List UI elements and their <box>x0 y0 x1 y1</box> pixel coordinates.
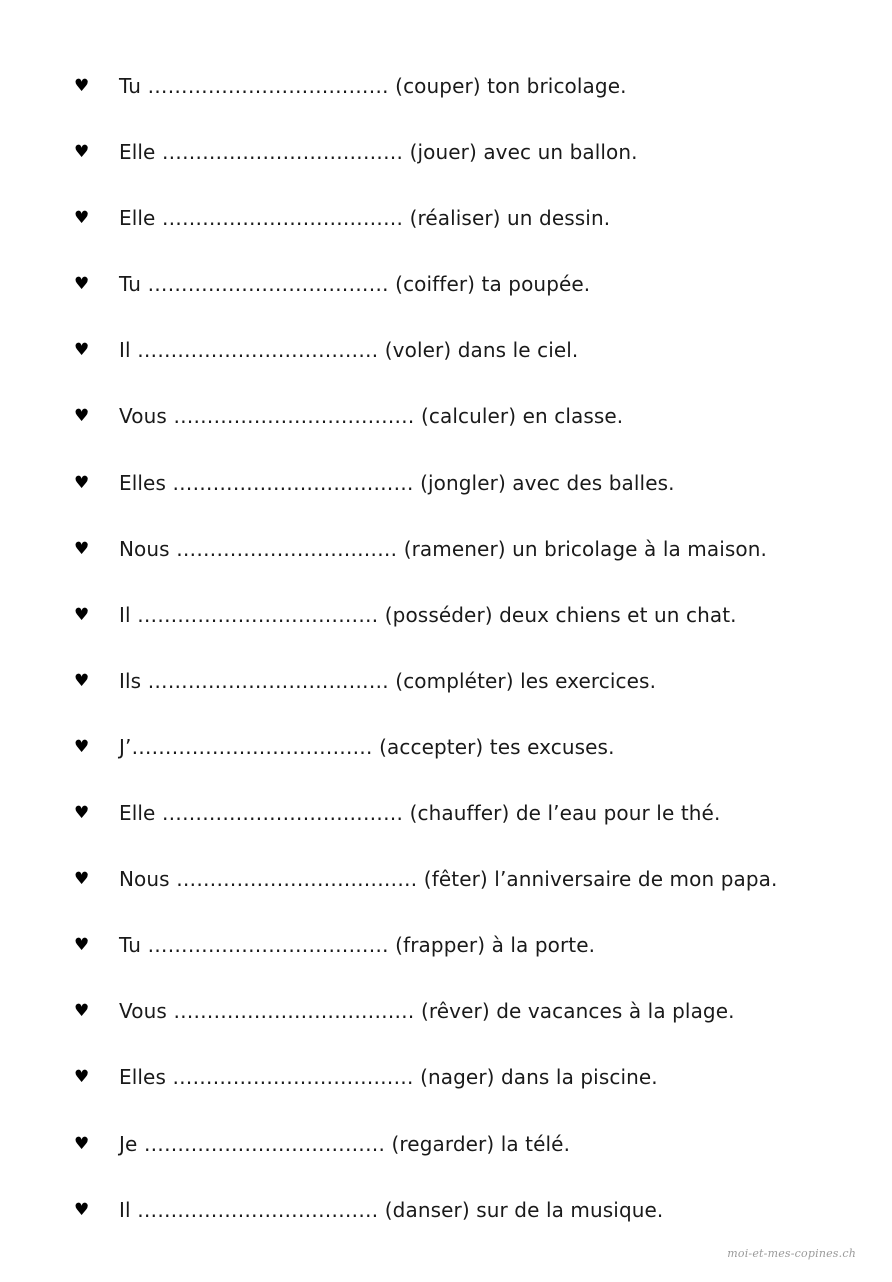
heart-bullet-icon: ♥ <box>74 538 90 559</box>
heart-bullet-icon: ♥ <box>74 670 90 691</box>
heart-bullet-icon: ♥ <box>74 1067 90 1088</box>
heart-bullet-icon: ♥ <box>74 340 90 361</box>
heart-bullet-icon: ♥ <box>74 803 90 824</box>
exercise-sentence: Ils ……………………………… (compléter) les exercices. <box>119 668 657 693</box>
exercise-sentence: Vous ……………………………… (calculer) en classe. <box>119 404 624 429</box>
heart-bullet-icon: ♥ <box>74 604 90 625</box>
exercise-sentence: Vous ……………………………… (rêver) de vacances à la plage. <box>119 999 735 1024</box>
exercise-sentence: Elles ……………………………… (jongler) avec des balles. <box>119 470 675 495</box>
heart-bullet-icon: ♥ <box>74 1199 90 1220</box>
heart-bullet-icon: ♥ <box>74 1001 90 1022</box>
exercise-sentence: Elles ……………………………… (nager) dans la piscine. <box>119 1065 658 1090</box>
exercise-sentence: Il ……………………………… (posséder) deux chiens et un chat. <box>119 602 737 627</box>
heart-bullet-icon: ♥ <box>74 208 90 229</box>
heart-bullet-icon: ♥ <box>74 869 90 890</box>
exercise-sentence: Tu ……………………………… (coiffer) ta poupée. <box>119 272 591 297</box>
heart-bullet-icon: ♥ <box>74 472 90 493</box>
exercise-line <box>72 793 872 859</box>
exercise-sentence: Tu ……………………………… (couper) ton bricolage. <box>119 74 627 98</box>
heart-bullet-icon: ♥ <box>74 406 90 427</box>
exercise-line <box>72 727 872 793</box>
exercise-sentence: Tu ……………………………… (frapper) à la porte. <box>119 933 596 958</box>
exercise-line <box>72 859 872 925</box>
exercise-line <box>72 330 872 396</box>
exercise-line <box>72 1124 872 1190</box>
exercise-sentence: J’……………………………… (accepter) tes excuses. <box>119 734 615 759</box>
exercise-line <box>72 66 872 132</box>
exercise-sentence: Elle ……………………………… (jouer) avec un ballon. <box>119 140 638 165</box>
heart-bullet-icon: ♥ <box>74 935 90 956</box>
heart-bullet-icon: ♥ <box>74 1133 90 1154</box>
exercise-sentence: Elle ……………………………… (réaliser) un dessin. <box>119 206 611 231</box>
exercise-sentence: Il ……………………………… (danser) sur de la musique. <box>119 1197 664 1222</box>
exercise-line <box>72 661 872 727</box>
exercise-sentence: Il ……………………………… (voler) dans le ciel. <box>119 338 579 363</box>
exercise-sentence: Je ……………………………… (regarder) la télé. <box>119 1131 571 1156</box>
heart-bullet-icon: ♥ <box>74 274 90 295</box>
exercise-line <box>72 925 872 991</box>
exercise-sentence: Nous ……………………………… (fêter) l’anniversaire de mon papa. <box>119 867 778 892</box>
exercise-line <box>72 198 872 264</box>
exercise-sentence: Elle ……………………………… (chauffer) de l’eau pour le thé. <box>119 801 721 826</box>
exercise-line <box>72 396 872 462</box>
exercise-line <box>72 264 872 330</box>
exercise-line <box>72 1057 872 1123</box>
exercise-line <box>72 463 872 529</box>
heart-bullet-icon: ♥ <box>74 76 90 96</box>
footer-watermark: moi-et-mes-copines.ch <box>727 1247 856 1260</box>
exercise-line <box>72 1190 872 1256</box>
exercise-line <box>72 595 872 661</box>
exercise-line <box>72 132 872 198</box>
exercise-sentence: Nous …………………………… (ramener) un bricolage à la maison. <box>119 536 767 561</box>
heart-bullet-icon: ♥ <box>74 142 90 163</box>
heart-bullet-icon: ♥ <box>74 736 90 757</box>
exercise-line <box>72 991 872 1057</box>
exercise-list <box>72 66 872 1256</box>
exercise-line <box>72 529 872 595</box>
